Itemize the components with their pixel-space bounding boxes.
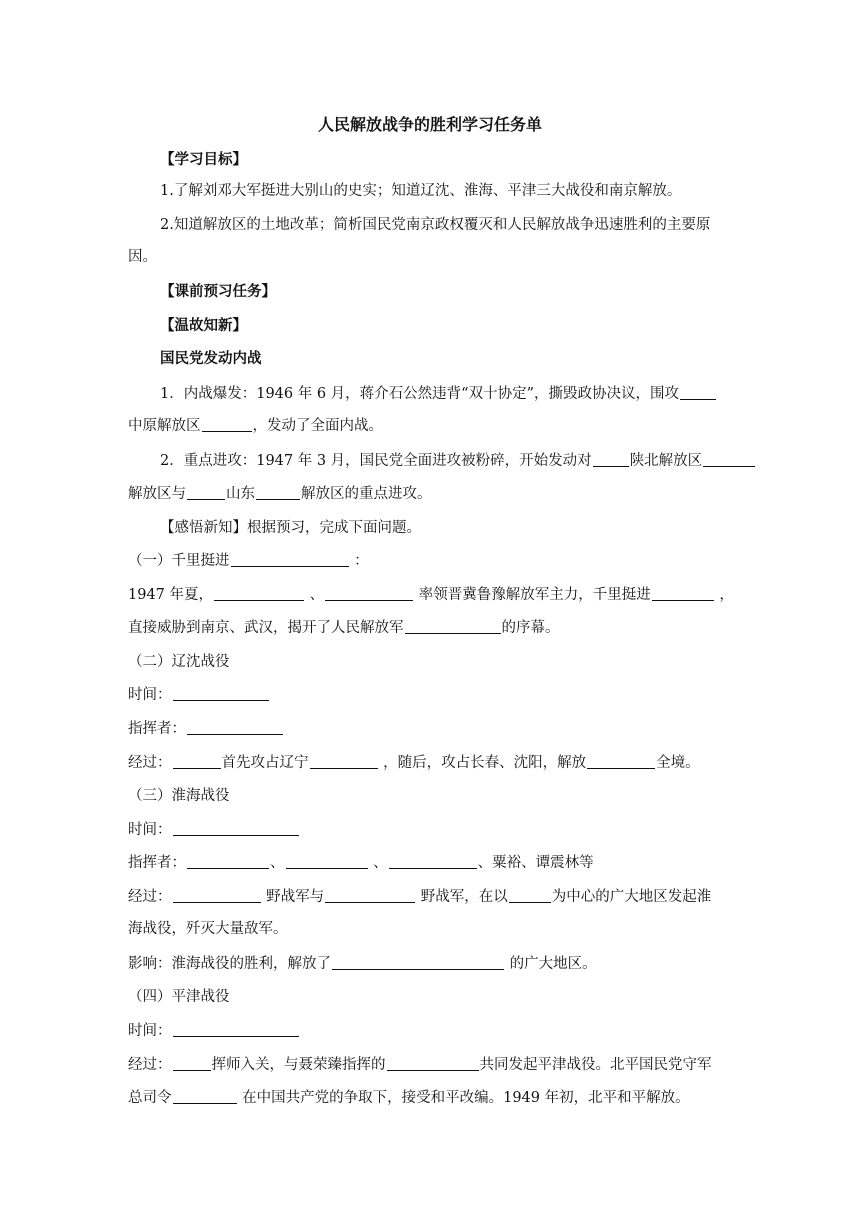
text: 直接威胁到南京、武汉，揭开了人民解放军 [128,620,404,636]
blank-field[interactable] [593,451,629,467]
blank-field[interactable] [325,585,413,601]
text: 为中心的广大地区发起淮 [551,889,712,905]
text: 解放区的重点进攻。 [301,486,432,502]
section-3-heading: （三）淮海战役 [128,788,230,804]
text: ， [714,587,734,603]
blank-field[interactable] [652,585,714,601]
page-title: 人民解放战争的胜利学习任务单 [317,115,542,134]
section-4-process-line2 [128,1088,732,1108]
text: 野战军与 [261,889,325,905]
text: 总司令 [128,1090,172,1106]
text: 经过： [128,755,172,771]
blank-field[interactable] [173,1055,211,1071]
text: 1．内战爆发：1946 年 6 月，蒋介石公然违背“双十协定”，撕毁政协决议，围攻 [160,386,680,402]
blank-field[interactable] [405,618,501,634]
text: 山东 [226,486,255,502]
section-2-commander [128,719,732,739]
insight-line [160,518,764,538]
blank-field[interactable] [173,1021,299,1037]
blank-field[interactable] [256,484,300,500]
section-1-line2 [128,618,732,638]
text: 挥师入关，与聂荣臻指挥的 [211,1057,386,1073]
section-1-heading [128,551,732,571]
blank-field[interactable] [214,585,304,601]
blank-field[interactable] [389,853,477,869]
text: 陕北解放区 [629,453,703,469]
section-3-process-line2: 海战役，歼灭大量敌军。 [128,921,288,937]
text: 、粟裕、谭震林等 [477,855,594,871]
section-3-time [128,820,732,840]
text: 的序幕。 [501,620,560,636]
text: 影响：淮海战役的胜利，解放了 [128,956,331,972]
section-4-process-line1 [128,1055,732,1075]
civil-war-outbreak-line2 [128,416,732,436]
key-offensive-line2 [128,484,732,504]
section-4-heading: （四）平津战役 [128,989,230,1005]
blank-field[interactable] [187,853,269,869]
civil-war-outbreak-line1 [160,384,732,404]
text: 经过： [128,889,172,905]
text: 共同发起平津战役。北平国民党守军 [479,1057,712,1073]
blank-field[interactable] [387,1055,479,1071]
section-3-process-line1 [128,887,732,907]
text: 根据预习，完成下面问题。 [247,520,421,536]
blank-field[interactable] [310,753,378,769]
text: 中原解放区 [128,418,201,434]
blank-field[interactable] [231,551,349,567]
blank-field[interactable] [587,753,655,769]
section-2-process [128,753,732,773]
blank-field[interactable] [173,887,261,903]
blank-field[interactable] [187,719,283,735]
civil-war-header: 国民党发动内战 [160,351,262,367]
goal-2-line2: 因。 [128,249,157,265]
goals-header: 【学习目标】 [160,152,247,168]
section-2-time [128,685,732,705]
section-3-commanders [128,853,732,873]
text: 经过： [128,1057,172,1073]
text: ，发动了全面内战。 [252,418,383,434]
blank-field[interactable] [332,954,504,970]
text: ，随后，攻占长春、沈阳，解放 [378,755,587,771]
text: 的广大地区。 [505,956,597,972]
text: 指挥者： [128,721,186,737]
blank-field[interactable] [187,484,225,500]
blank-field[interactable] [202,416,252,432]
blank-field[interactable] [173,685,269,701]
goal-1: 1.了解刘邓大军挺进大别山的史实；知道辽沈、淮海、平津三大战役和南京解放。 [160,183,682,199]
section-3-impact [128,954,732,974]
text: 首先攻占辽宁 [221,755,309,771]
text: 2．重点进攻：1947 年 3 月，国民党全面进攻被粉碎，开始发动对 [160,453,592,469]
blank-field[interactable] [703,451,755,467]
review-header: 【温故知新】 [160,318,247,334]
blank-field[interactable] [325,887,415,903]
blank-field[interactable] [680,384,716,400]
text: 、 [270,855,285,871]
text: 全境。 [656,755,700,771]
key-offensive-line1 [160,451,764,471]
section-2-heading: （二）辽沈战役 [128,654,230,670]
text: 野战军，在以 [416,889,508,905]
preview-header: 【课前预习任务】 [160,284,276,300]
section-1-line1 [128,585,732,605]
blank-field[interactable] [509,887,551,903]
goal-2-line1: 2.知道解放区的土地改革；简析国民党南京政权覆灭和人民解放战争迅速胜利的主要原 [160,217,711,233]
text: 在中国共产党的争取下，接受和平改编。1949 年初，北平和平解放。 [237,1090,690,1106]
text: 、 [368,855,388,871]
text: ： [349,553,369,569]
text: 指挥者： [128,855,186,871]
text: 率领晋冀鲁豫解放军主力，千里挺进 [414,587,651,603]
blank-field[interactable] [173,753,221,769]
blank-field[interactable] [173,1088,237,1104]
section-4-time [128,1021,732,1041]
blank-field[interactable] [173,820,299,836]
text: 1947 年夏， [128,587,214,603]
text: 时间： [128,1023,172,1039]
text: 、 [305,587,325,603]
blank-field[interactable] [286,853,368,869]
insight-header: 【感悟新知】 [160,520,247,536]
text: 时间： [128,822,172,838]
text: 解放区与 [128,486,186,502]
text: 时间： [128,687,172,703]
section-label: （一）千里挺进 [128,553,230,569]
